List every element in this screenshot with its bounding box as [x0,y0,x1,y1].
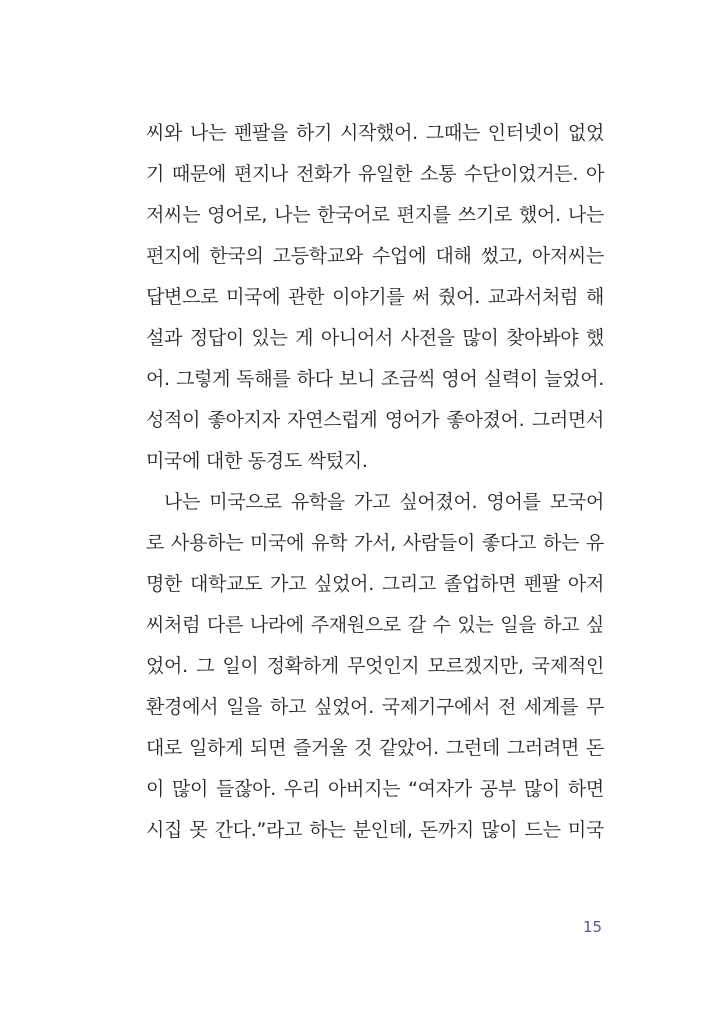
text-line: 저씨는 영어로, 나는 한국어로 편지를 쓰기로 했어. 나는 [146,204,604,226]
text-line: 환경에서 일을 하고 싶었어. 국제기구에서 전 세계를 무 [146,696,604,718]
text-line: 답변으로 미국에 관한 이야기를 써 줬어. 교과서처럼 해 [146,286,604,308]
text-line: 기 때문에 편지나 전화가 유일한 소통 수단이었거든. 아 [146,163,604,185]
text-line: 었어. 그 일이 정확하게 무엇인지 모르겠지만, 국제적인 [146,655,604,677]
text-line: 어. 그렇게 독해를 하다 보니 조금씩 영어 실력이 늘었어. [146,368,604,390]
text-line: 씨처럼 다른 나라에 주재원으로 갈 수 있는 일을 하고 싶 [146,614,604,636]
page-number: 15 [583,918,603,936]
text-line-indented: 나는 미국으로 유학을 가고 싶어졌어. 영어를 모국어 [164,491,604,513]
text-line: 명한 대학교도 가고 싶었어. 그리고 졸업하면 펜팔 아저 [146,573,604,595]
text-line: 대로 일하게 되면 즐거울 것 같았어. 그런데 그러려면 돈 [146,737,604,759]
text-line: 이 많이 들잖아. 우리 아버지는 “여자가 공부 많이 하면 [146,778,604,800]
text-line: 편지에 한국의 고등학교와 수업에 대해 썼고, 아저씨는 [146,245,604,267]
text-line: 설과 정답이 있는 게 아니어서 사전을 많이 찾아봐야 했 [146,327,604,349]
text-line: 씨와 나는 펜팔을 하기 시작했어. 그때는 인터넷이 없었 [146,122,604,144]
text-line: 미국에 대한 동경도 싹텄지. [146,450,368,472]
body-text [146,113,604,851]
text-line: 성적이 좋아지자 자연스럽게 영어가 좋아졌어. 그러면서 [146,409,604,431]
text-line: 로 사용하는 미국에 유학 가서, 사람들이 좋다고 하는 유 [146,532,604,554]
text-line: 시집 못 간다.”라고 하는 분인데, 돈까지 많이 드는 미국 [146,819,604,841]
